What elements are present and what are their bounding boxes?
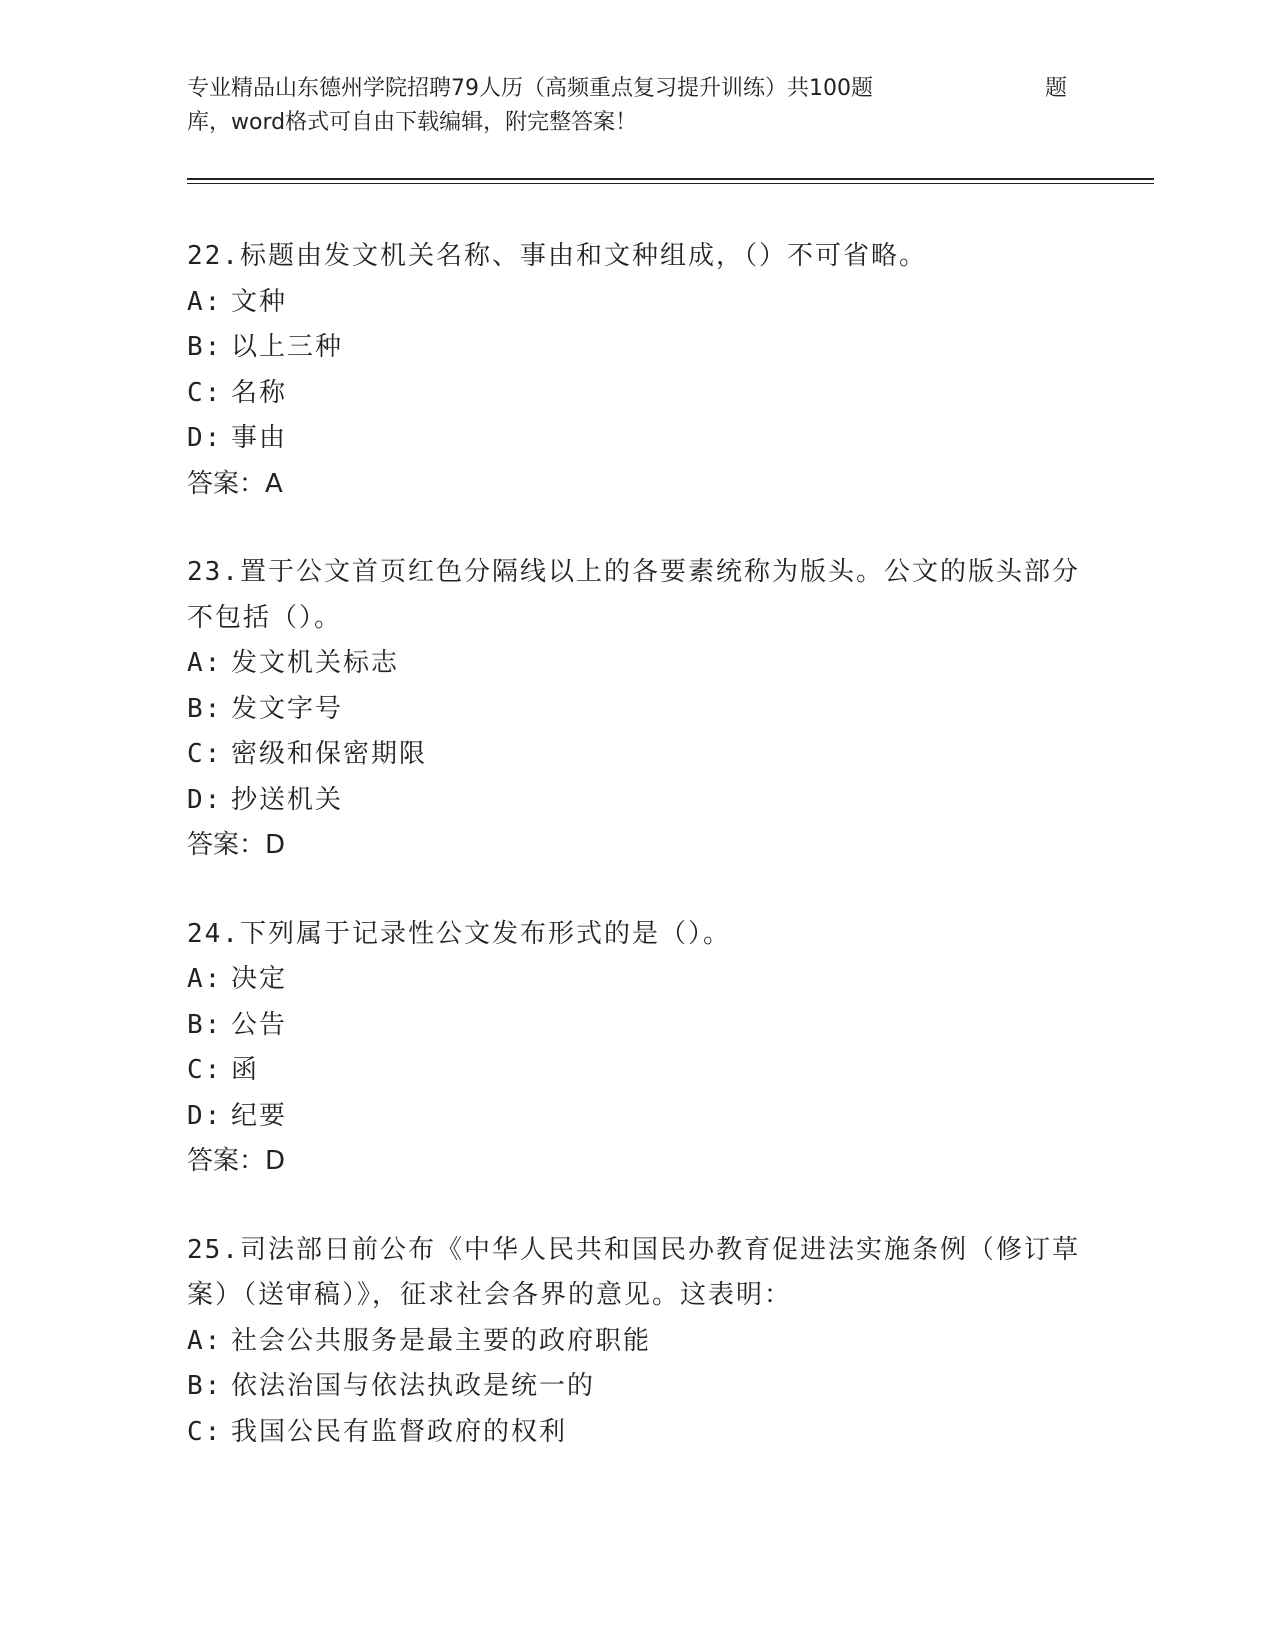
- option-text: 社会公共服务是最主要的政府职能: [231, 1325, 652, 1356]
- option-c: [187, 1410, 1087, 1456]
- option-c: [187, 732, 1087, 778]
- option-d: [187, 416, 1087, 462]
- question-24: [187, 912, 1087, 1185]
- option-letter: D:: [187, 1100, 223, 1131]
- option-text: 我国公民有监督政府的权利: [231, 1416, 568, 1447]
- option-a: [187, 1319, 1087, 1365]
- header-title-tail: 题: [1045, 76, 1068, 101]
- option-letter: B:: [187, 1371, 223, 1401]
- option-text: 以上三种: [231, 332, 344, 362]
- option-letter: D:: [187, 784, 223, 815]
- question-text: 25.司法部日前公布《中华人民共和国民办教育促进法实施条例（修订草案）（送审稿）》，征求社会各界的意见。这表明：: [187, 1234, 1080, 1310]
- option-text: 文种: [231, 286, 288, 317]
- option-text: 抄送机关: [231, 784, 344, 815]
- option-a: [187, 641, 1087, 687]
- option-text: 纪要: [231, 1100, 288, 1131]
- question-list: [187, 234, 1087, 1498]
- header-line-2: 库，word格式可自由下载编辑，附完整答案！: [187, 110, 638, 135]
- header-divider-thick: [187, 178, 1154, 180]
- option-text: 依法治国与依法执政是统一的: [231, 1371, 596, 1401]
- option-letter: A:: [187, 648, 223, 678]
- option-text: 函: [231, 1055, 260, 1085]
- header-line-1: [187, 72, 1087, 106]
- question-23: [187, 550, 1087, 869]
- option-letter: B:: [187, 1009, 223, 1040]
- header-title: 专业精品山东德州学院招聘79人历（高频重点复习提升训练）共100题: [187, 76, 873, 101]
- option-c: [187, 371, 1087, 417]
- question-22: [187, 234, 1087, 507]
- option-b: [187, 325, 1087, 371]
- option-letter: B:: [187, 693, 223, 724]
- option-text: 事由: [231, 423, 288, 453]
- option-text: 决定: [231, 964, 288, 994]
- option-text: 发文机关标志: [231, 648, 400, 678]
- option-letter: A:: [187, 286, 223, 317]
- option-text: 名称: [231, 377, 288, 408]
- option-letter: C:: [187, 1055, 223, 1085]
- option-letter: A:: [187, 964, 223, 994]
- option-letter: B:: [187, 332, 223, 362]
- option-b: [187, 1003, 1087, 1049]
- option-text: 密级和保密期限: [231, 739, 428, 769]
- document-header: [187, 72, 1087, 140]
- option-b: [187, 1364, 1087, 1410]
- question-text: 23.置于公文首页红色分隔线以上的各要素统称为版头。公文的版头部分不包括（）。: [187, 557, 1080, 633]
- option-b: [187, 687, 1087, 733]
- option-a: [187, 957, 1087, 1003]
- option-text: 发文字号: [231, 693, 344, 724]
- answer-line: 答案：D: [187, 830, 286, 860]
- header-divider-thin: [187, 183, 1154, 184]
- question-25: [187, 1228, 1087, 1456]
- option-text: 公告: [231, 1009, 288, 1040]
- option-c: [187, 1048, 1087, 1094]
- option-letter: C:: [187, 377, 223, 408]
- option-a: [187, 280, 1087, 326]
- option-d: [187, 778, 1087, 824]
- option-letter: A:: [187, 1325, 223, 1356]
- answer-line: 答案：A: [187, 468, 283, 499]
- question-text: 24.下列属于记录性公文发布形式的是（）。: [187, 918, 731, 949]
- option-d: [187, 1094, 1087, 1140]
- question-text: 22.标题由发文机关名称、事由和文种组成，（）不可省略。: [187, 241, 927, 271]
- option-letter: C:: [187, 1416, 223, 1447]
- option-letter: D:: [187, 423, 223, 453]
- option-letter: C:: [187, 739, 223, 769]
- answer-line: 答案：D: [187, 1146, 286, 1176]
